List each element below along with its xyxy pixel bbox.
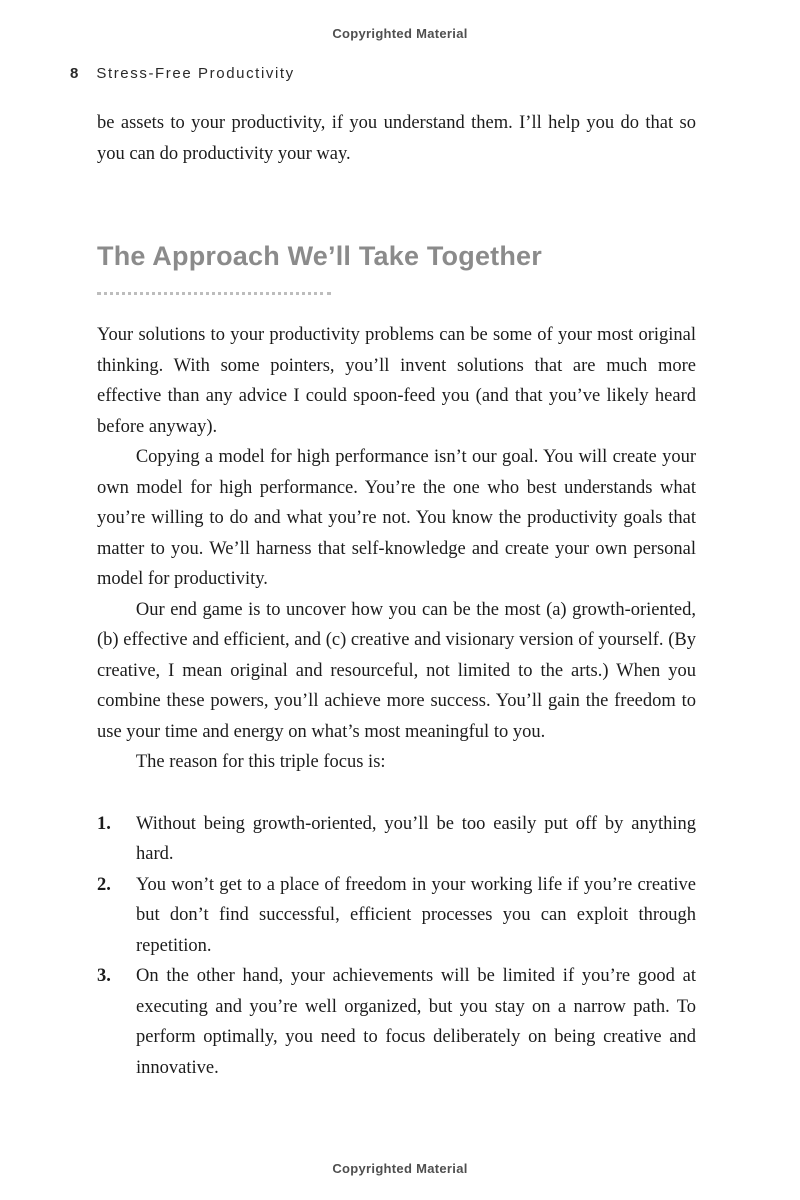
list-item xyxy=(97,809,696,870)
copyright-notice-bottom: Copyrighted Material xyxy=(332,1161,468,1176)
body-paragraph: Our end game is to uncover how you can be the most (a) growth-oriented, (b) effective and efficient, and (c) creative and visionary version of yourself. (By creative, I mean original and resourceful, not limited to the arts.) When you combine these powers, you’ll achieve more success. You’ll gain the freedom to use your time and energy on what’s most meaningful to you. xyxy=(97,599,696,742)
list-item-text: On the other hand, your achievements will be limited if you’re good at executing and you’re well organized, but you stay on a narrow path. To perform optimally, you need to focus deliberately on being creative and innovative. xyxy=(136,966,696,1078)
running-head: Stress-Free Productivity xyxy=(96,65,295,82)
list-intro-paragraph: The reason for this triple focus is: xyxy=(135,752,386,772)
body-paragraph: Your solutions to your productivity problems can be some of your most original thinking. With some pointers, you’ll invent solutions that are much more effective than any advice I could spoon-feed you (and that you’ve likely heard before anyway). xyxy=(97,325,696,437)
list-item-number: 2. xyxy=(97,874,111,895)
list-item-text: Without being growth-oriented, you’ll be too easily put off by anything hard. xyxy=(136,813,696,864)
list-item-number: 3. xyxy=(97,966,111,986)
list-item-number: 1. xyxy=(97,813,111,834)
list-item-gap xyxy=(121,961,136,1083)
numbered-list xyxy=(97,809,696,1084)
list-item xyxy=(97,961,696,1083)
page-content xyxy=(97,108,696,1083)
heading-dotted-rule xyxy=(97,292,331,295)
section-heading: The Approach We’ll Take Together xyxy=(97,241,542,271)
page-header xyxy=(70,65,703,82)
list-item-gap xyxy=(121,870,136,962)
list-item-text: You won’t get to a place of freedom in your working life if you’re creative but don’t find successful, efficient processes you can exploit through repetition. xyxy=(136,874,696,956)
body-paragraph: Copying a model for high performance isn’t our goal. You will create your own model for high performance. You’re the one who best understands what you’re willing to do and what you’re not. You know the productivity goals that matter to you. We’ll harness that self-knowledge and create your own personal model for productivity. xyxy=(97,447,696,589)
list-item-gap xyxy=(121,809,136,870)
continuation-paragraph: be assets to your productivity, if you understand them. I’ll help you do that so you can do productivity your way. xyxy=(97,113,696,164)
page-number: 8 xyxy=(70,65,79,82)
copyright-notice-top: Copyrighted Material xyxy=(332,26,468,41)
list-item xyxy=(97,870,696,962)
